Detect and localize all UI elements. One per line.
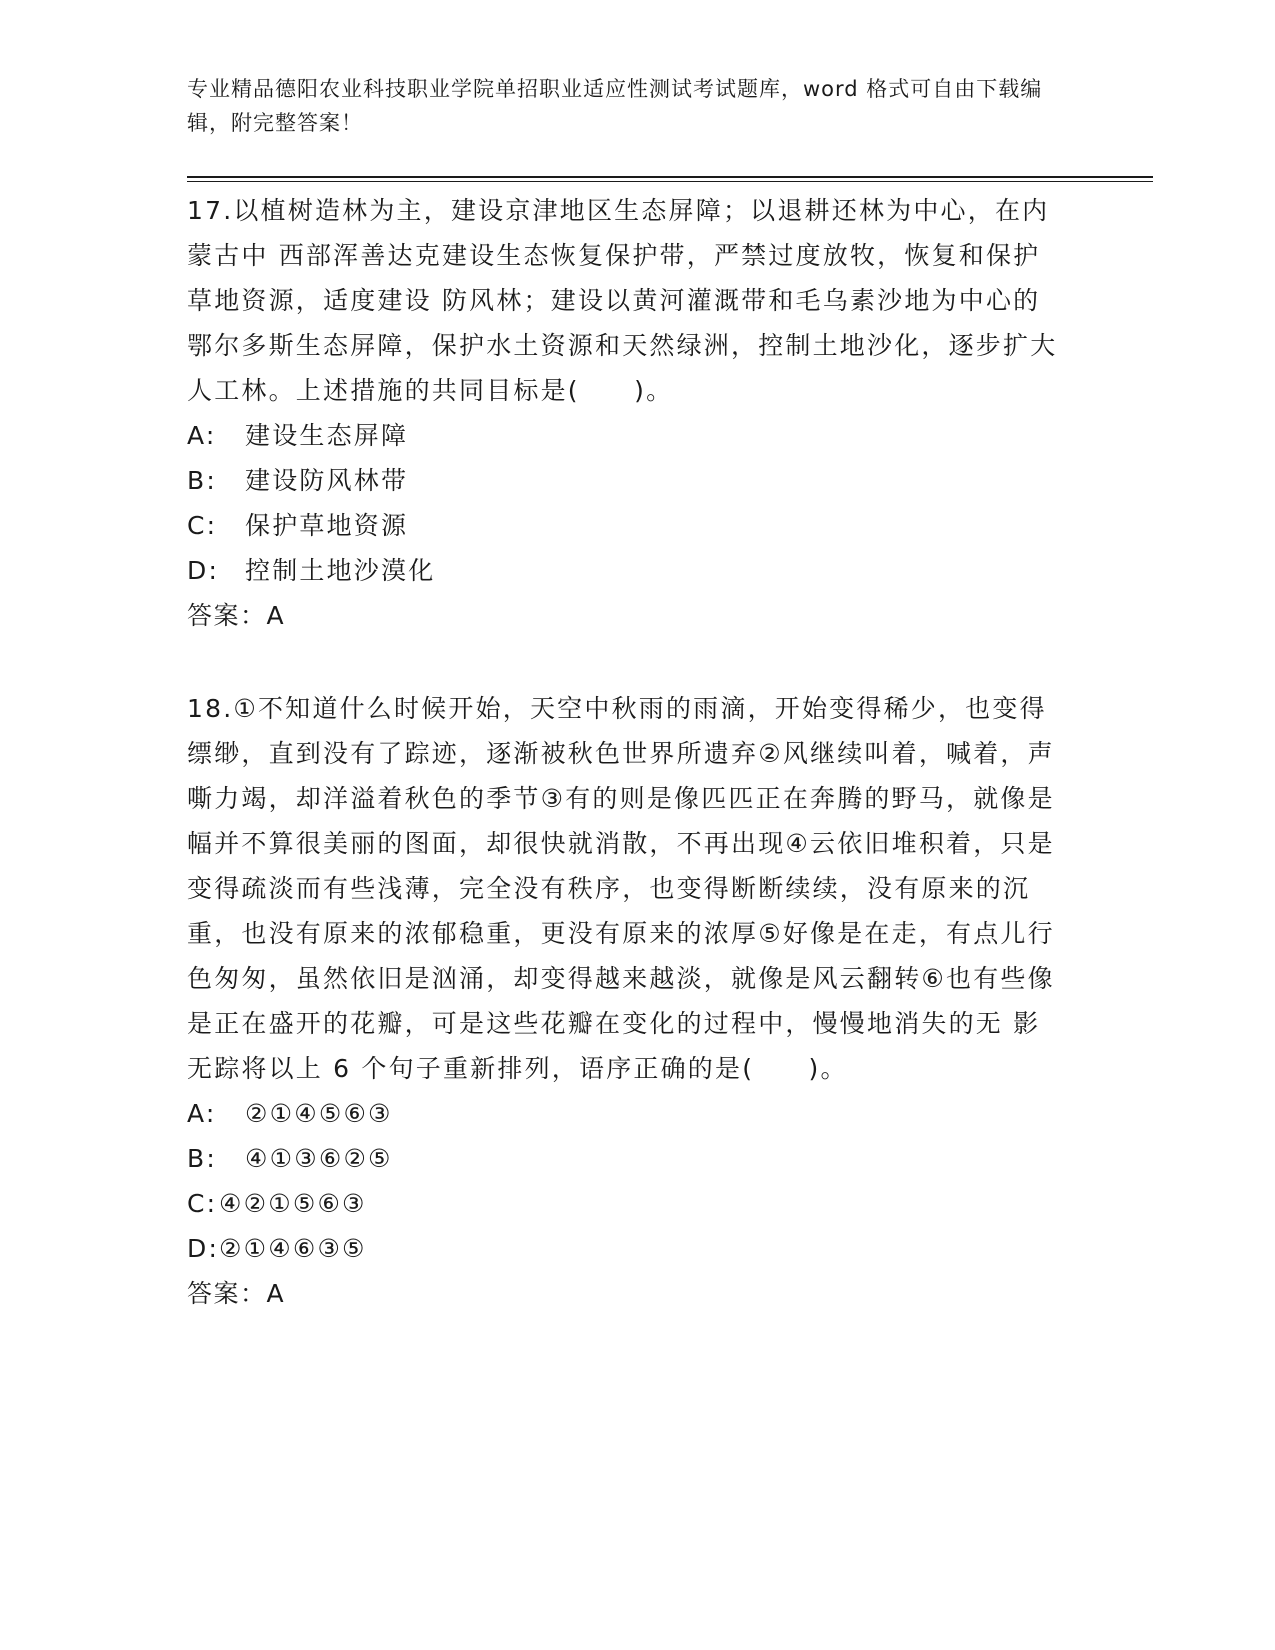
- option-text: 建设生态屏障: [245, 421, 409, 450]
- option-text: ④②①⑤⑥③: [219, 1189, 367, 1218]
- question-stem: 18.①不知道什么时候开始，天空中秋雨的雨滴，开始变得稀少，也变得缥缈，直到没有了踪迹，逐渐被秋色世界所遗弃②风继续叫着，喊着，声嘶力竭，却洋溢着秋色的季节③有的则是像匹匹正在奔腾的野马，就像是幅并不算很美丽的图面，却很快就消散，不再出现④云依旧堆积着，只是变得疏淡而有些浅薄，完全没有秩序，也变得断断续续，没有原来的沉重，也没有原来的浓郁稳重，更没有原来的浓厚⑤好像是在走，有点儿行色匆匆，虽然依旧是汹涌，却变得越来越淡，就像是风云翻转⑥也有些像是正在盛开的花瓣，可是这些花瓣在变化的过程中，慢慢地消失的无 影无踪将以上 6 个句子重新排列，语序正确的是( )。: [187, 694, 1055, 1083]
- option-letter: C:: [187, 1189, 218, 1218]
- answer-line: 答案：A: [187, 601, 286, 630]
- question-stem: 17.以植树造林为主，建设京津地区生态屏障；以退耕还林为中心，在内蒙古中 西部浑善达克建设生态恢复保护带，严禁过度放牧，恢复和保护草地资源，适度建设 防风林；建设以黄河灌溉带和毛乌素沙地为中心的鄂尔多斯生态屏障，保护水土资源和天然绿洲，控制土地沙化，逐步扩大人工林。上述措施的共同目标是( )。: [187, 196, 1058, 405]
- option-b: [187, 458, 1067, 503]
- option-letter: B:: [187, 1144, 217, 1173]
- question-17: [187, 188, 1067, 638]
- option-text: ④①③⑥②⑤: [245, 1144, 393, 1173]
- header-divider-thin: [187, 181, 1153, 182]
- question-18: [187, 686, 1067, 1316]
- option-letter: D:: [187, 1234, 220, 1263]
- option-text: 控制土地沙漠化: [245, 556, 436, 585]
- header-divider-thick: [187, 176, 1153, 178]
- option-text: ②①④⑤⑥③: [245, 1099, 393, 1128]
- option-letter: C:: [187, 511, 218, 540]
- option-text: 保护草地资源: [245, 511, 409, 540]
- option-text: 建设防风林带: [245, 466, 409, 495]
- option-a: [187, 413, 1067, 458]
- option-d: [187, 548, 1067, 593]
- document-header: 专业精品德阳农业科技职业学院单招职业适应性测试考试题库，word 格式可自由下载编辑，附完整答案！: [187, 77, 1043, 135]
- option-d: [187, 1226, 1067, 1271]
- option-c: [187, 503, 1067, 548]
- option-a: [187, 1091, 1067, 1136]
- option-letter: A:: [187, 1099, 217, 1128]
- option-b: [187, 1136, 1067, 1181]
- option-letter: D:: [187, 556, 220, 585]
- option-letter: A:: [187, 421, 217, 450]
- option-c: [187, 1181, 1067, 1226]
- answer-line: 答案：A: [187, 1279, 286, 1308]
- option-text: ②①④⑥③⑤: [219, 1234, 367, 1263]
- option-letter: B:: [187, 466, 217, 495]
